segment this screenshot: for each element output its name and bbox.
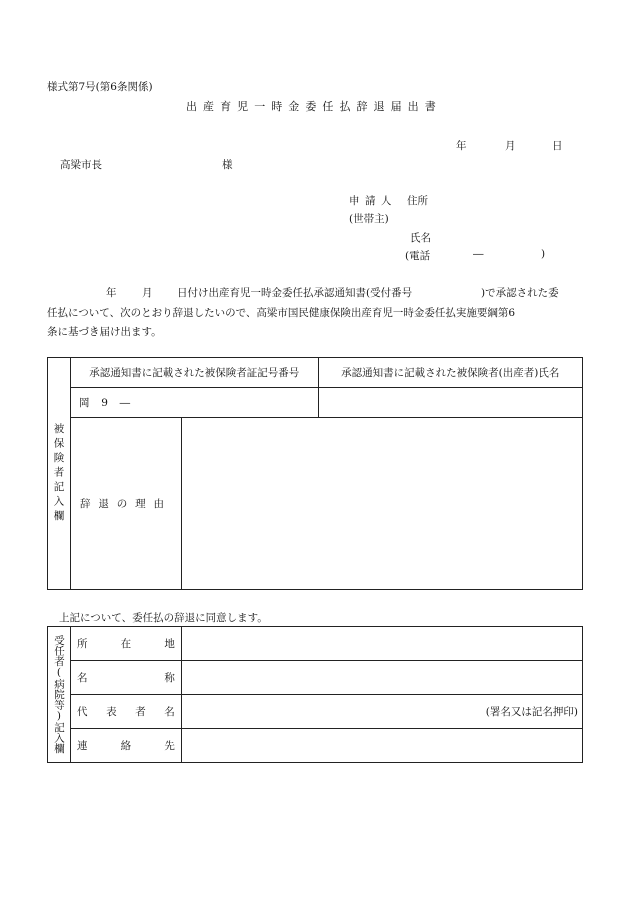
agent-location-char-1: 所 xyxy=(76,638,88,650)
agent-table xyxy=(47,626,583,763)
agent-name-char-2: 称 xyxy=(164,672,175,684)
insured-number-header: 承認通知書に記載された被保険者証記号番号 xyxy=(70,358,318,388)
insured-number-field[interactable] xyxy=(70,388,318,418)
agent-rep-label xyxy=(71,704,181,719)
insured-name-header: 承認通知書に記載された被保険者(出産者)氏名 xyxy=(318,358,582,388)
reason-label: 辞退の理由 xyxy=(79,498,172,510)
applicant-label: 申 請 人 xyxy=(349,195,393,207)
applicant-phone-label: (電話 xyxy=(405,250,431,262)
agent-location-char-3: 地 xyxy=(164,638,175,650)
agent-location-label xyxy=(71,636,181,651)
agent-location-char-2: 在 xyxy=(120,638,132,650)
agent-rep-char-1: 代 xyxy=(76,706,88,718)
agent-rep-char-3: 者 xyxy=(135,706,146,718)
agent-rep-char-4: 名 xyxy=(164,706,175,718)
agent-contact-field[interactable] xyxy=(181,729,582,763)
agent-contact-char-1: 連 xyxy=(76,740,88,752)
agent-contact-char-2: 絡 xyxy=(120,740,132,752)
agent-name-char-1: 名 xyxy=(76,672,88,684)
reason-label-cell xyxy=(70,418,181,590)
applicant-phone-dash: ― xyxy=(473,248,484,260)
form-number: 様式第7号(第6条関係) xyxy=(47,81,153,93)
insured-side-label: 被保険者記入欄 xyxy=(48,358,71,590)
insured-name-field[interactable] xyxy=(318,388,582,418)
applicant-phone-close: ) xyxy=(541,248,546,260)
addressee-sama: 様 xyxy=(222,159,233,171)
body-month: 月 xyxy=(142,287,153,299)
agent-location-field[interactable] xyxy=(181,627,582,661)
applicant-household-head: (世帯主) xyxy=(349,213,389,225)
agent-name-field[interactable] xyxy=(181,661,582,695)
agent-side-label: 受任者(病院等)記入欄 xyxy=(48,627,71,763)
date-day: 日 xyxy=(552,140,563,152)
date-year: 年 xyxy=(456,140,467,152)
body-line1-b: )で承認された委 xyxy=(481,287,559,299)
agent-rep-note: (署名又は記名押印) xyxy=(485,706,578,718)
form-title: 出産育児一時金委任払辞退届出書 xyxy=(186,100,442,113)
insured-number-prefix: 岡 9 ― xyxy=(78,397,135,409)
insured-table xyxy=(47,357,583,590)
agent-contact-char-3: 先 xyxy=(164,740,175,752)
agent-row-label-cell xyxy=(70,627,181,661)
agent-row-label-cell xyxy=(70,661,181,695)
addressee-mayor: 高梁市長 xyxy=(60,159,102,171)
applicant-name-label: 氏名 xyxy=(410,232,431,244)
agent-row-label-cell xyxy=(70,695,181,729)
date-month: 月 xyxy=(505,140,516,152)
consent-text: 上記について、委任払の辞退に同意します。 xyxy=(59,612,268,624)
agent-rep-field[interactable] xyxy=(181,695,582,729)
agent-row-label-cell xyxy=(70,729,181,763)
body-year: 年 xyxy=(106,287,117,299)
agent-name-label xyxy=(71,670,181,685)
body-line3: 条に基づき届け出ます。 xyxy=(47,326,162,338)
body-line2: 任払について、次のとおり辞退したいので、高梁市国民健康保険出産育児一時金委任払実施要綱第6 xyxy=(47,307,516,319)
reason-field[interactable] xyxy=(181,418,582,590)
agent-contact-label xyxy=(71,738,181,753)
applicant-address-label: 住所 xyxy=(407,195,428,207)
agent-rep-char-2: 表 xyxy=(106,706,117,718)
body-line1-a: 日付け出産育児一時金委任払承認通知書(受付番号 xyxy=(177,287,413,299)
